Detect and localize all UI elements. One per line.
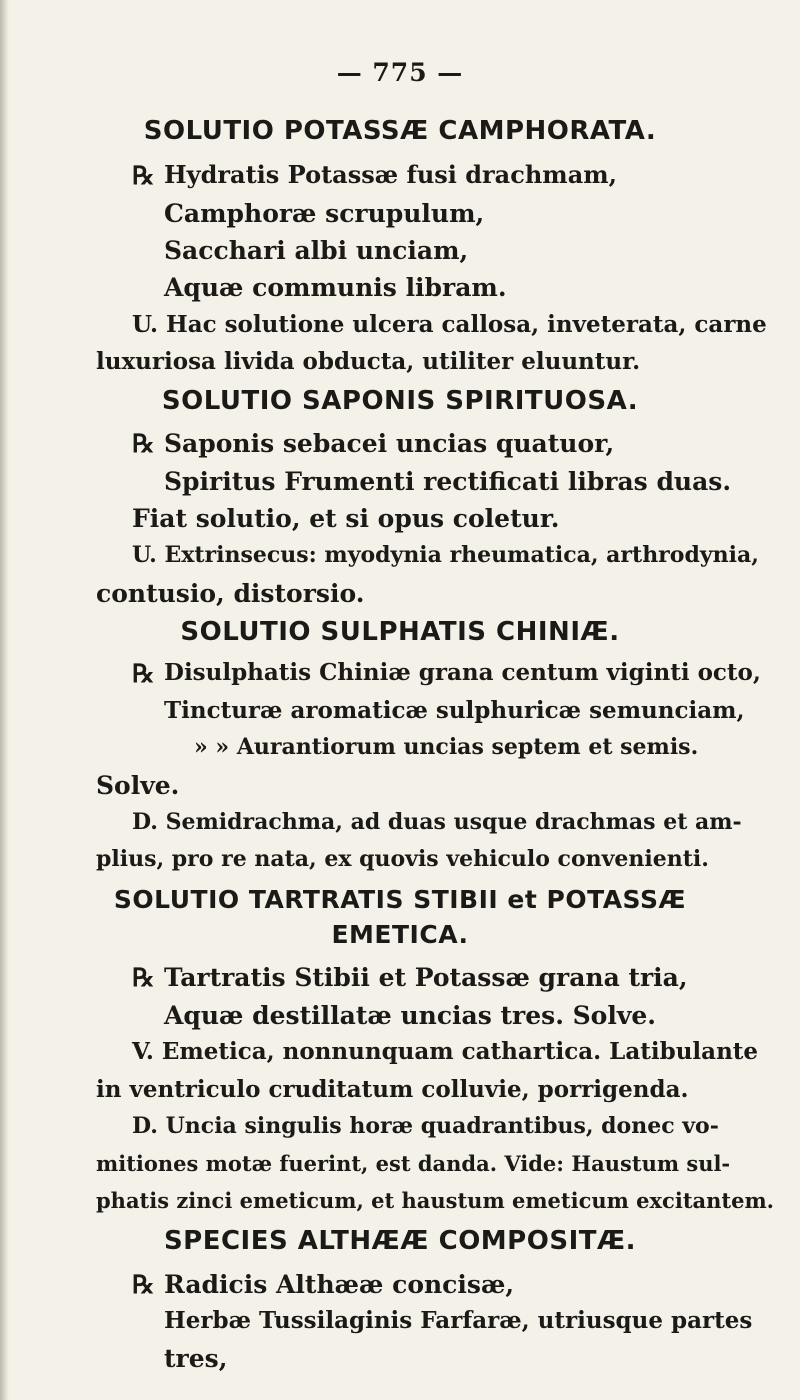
text-line: V. Emetica, nonnunquam cathartica. Latibulante: [132, 1038, 759, 1065]
section-heading: SOLUTIO SAPONIS SPIRITUOSA.: [161, 386, 639, 416]
recipe-symbol: ℞: [132, 659, 155, 688]
text-line: Spiritus Frumenti rectificati libras duas.: [164, 467, 732, 496]
text-line: in ventriculo cruditatum colluvie, porrigenda.: [96, 1076, 689, 1103]
text-line: Camphoræ scrupulum,: [164, 199, 485, 228]
text-line: U. Hac solutione ulcera callosa, inveterata, carne: [132, 311, 767, 338]
text-line: Tincturæ aromaticæ sulphuricæ semunciam,: [164, 697, 745, 724]
text-line: Fiat solutio, et si opus coletur.: [132, 504, 560, 533]
text-line: Solve.: [96, 771, 180, 800]
recipe-symbol: ℞: [132, 161, 155, 190]
text-line: Herbæ Tussilaginis Farfaræ, utriusque partes: [164, 1307, 753, 1334]
page-number: — 775 —: [336, 58, 464, 87]
text-line: mitiones motæ fuerint, est danda. Vide: Haustum sul-: [96, 1151, 731, 1176]
text-line: D. Uncia singulis horæ quadrantibus, donec vo-: [132, 1113, 719, 1139]
text-line: Tartratis Stibii et Potassæ grana tria,: [164, 963, 688, 992]
text-line: luxuriosa livida obducta, utiliter eluuntur.: [96, 348, 641, 375]
text-line: plius, pro re nata, ex quovis vehiculo convenienti.: [96, 846, 709, 872]
recipe-symbol: ℞: [132, 429, 155, 458]
section-heading: SPECIES ALTHÆÆ COMPOSITÆ.: [163, 1226, 637, 1256]
section-heading-continuation: EMETICA.: [331, 920, 469, 949]
section-heading: SOLUTIO TARTRATIS STIBII et POTASSÆ: [113, 885, 687, 914]
section-heading: SOLUTIO POTASSÆ CAMPHORATA.: [143, 116, 657, 146]
text-line: Aquæ destillatæ uncias tres. Solve.: [164, 1001, 656, 1030]
text-line: Sacchari albi unciam,: [164, 236, 469, 265]
text-line: contusio, distorsio.: [96, 579, 365, 608]
text-line: Aquæ communis libram.: [164, 273, 507, 302]
text-line: Disulphatis Chiniæ grana centum viginti octo,: [164, 659, 761, 686]
text-line: Radicis Althææ concisæ,: [164, 1270, 515, 1299]
text-line: Saponis sebacei uncias quatuor,: [164, 429, 615, 458]
text-line: U. Extrinsecus: myodynia rheumatica, arthrodynia,: [132, 542, 759, 568]
text-line: » » Aurantiorum uncias septem et semis.: [194, 734, 699, 760]
recipe-symbol: ℞: [132, 963, 155, 992]
text-line: Hydratis Potassæ fusi drachmam,: [164, 160, 617, 189]
text-line: tres,: [164, 1344, 228, 1373]
recipe-symbol: ℞: [132, 1270, 155, 1299]
text-line: D. Semidrachma, ad duas usque drachmas et am-: [132, 809, 742, 835]
text-line: phatis zinci emeticum, et haustum emeticum excitantem.: [96, 1188, 774, 1213]
section-heading: SOLUTIO SULPHATIS CHINIÆ.: [180, 617, 620, 647]
